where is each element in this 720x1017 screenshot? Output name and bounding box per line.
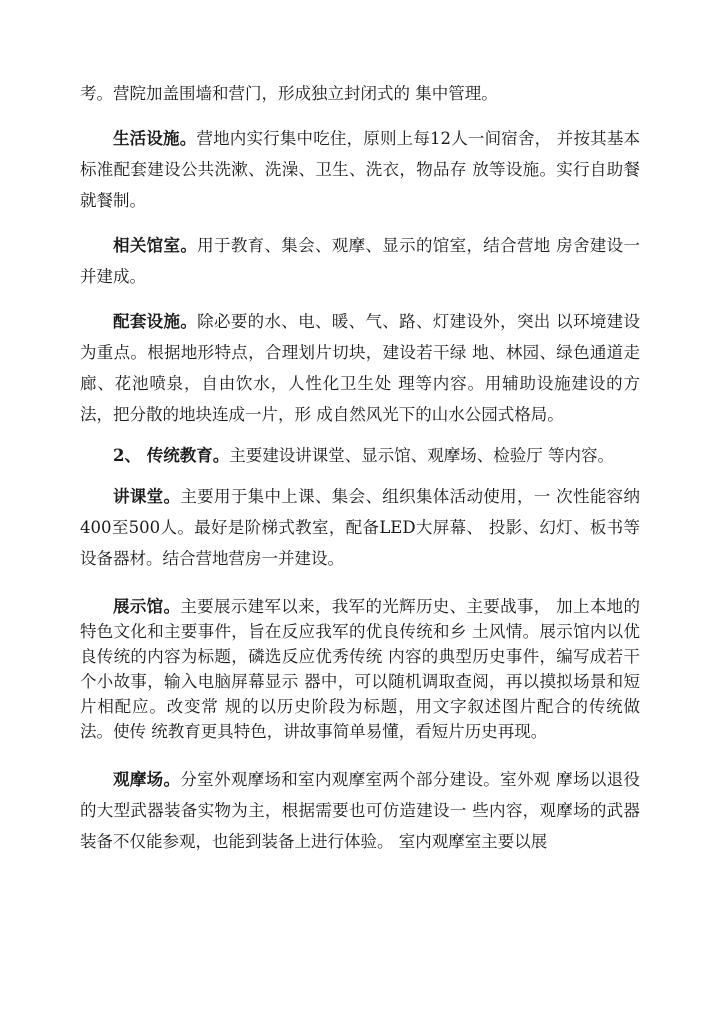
paragraph-heading: 2、 传统教育。 [113,446,230,465]
paragraph-text: 主要用于集中上课、集会、组织集体活动使用，一 次性能容纳400至500人。最好是阶梯式教室，配备LED大屏幕、 投影、幻灯、板书等设备器材。结合营地营房一并建设。 [80,487,641,568]
paragraph-continuation [80,78,640,109]
paragraph-text: 分室外观摩场和室内观摩室两个部分建设。室外观 摩场以退役的大型武器装备实物为主，根据需要也可仿造建设一 些内容，观摩场的武器装备不仅能参观，也能到装备上进行体验。 室内观摩室主要以展 [80,770,641,851]
paragraph-text: 主要展示建军以来，我军的光辉历史、主要战事， 加上本地的特色文化和主要事件，旨在反应我军的优良传统和乡 土风情。展示馆内以优良传统的内容为标题，磷选反应优秀传统 内容的典型历史事件，编写成若干个小故事，输入电脑屏幕显示 器中，可以随机调取查阅，再以摸拟场景和短片相配应。改变常 规的以历史阶段为标题，用文字叙述图片配合的传统做法。使传 统教育更具特色，讲故事简单易懂，看短片历史再现。 [80,597,641,741]
paragraph-text: 营地内实行集中吃住，原则上每12人一间宿舍， 并按其基本标准配套建设公共洗漱、洗澡、卫生、洗衣，物品存 放等设施。实行自助餐就餐制。 [80,129,641,210]
document-page [80,78,640,857]
paragraph-text: 主要建设讲课堂、显示馆、观摩场、检验厅 等内容。 [229,446,614,465]
paragraph-traditional-education [80,440,640,471]
paragraph-heading: 观摩场。 [113,770,181,789]
paragraph-heading: 相关馆室。 [113,236,198,255]
paragraph-exhibition-hall [80,594,640,744]
paragraph-heading: 生活设施。 [113,129,197,148]
paragraph-related-halls [80,230,640,292]
paragraph-heading: 配套设施。 [113,312,198,331]
paragraph-text: 除必要的水、电、暖、气、路、灯建设外，突出 以环境建设为重点。根据地形特点，合理划片切块，建设若干绿 地、林园、绿色通道走廊、花池喷泉，自由饮水，人性化卫生处 理等内容。用辅助设施建设的方法，把分散的地块连成一片，形 成自然风光下的山水公园式格局。 [80,312,640,424]
paragraph-text: 用于教育、集会、观摩、显示的馆室，结合营地 房舍建设一并建成。 [80,236,640,286]
paragraph-heading: 展示馆。 [113,597,181,616]
paragraph-text: 考。营院加盖围墙和营门，形成独立封闭式的 集中管理。 [80,84,498,103]
paragraph-living-facilities [80,123,640,216]
paragraph-observation-field [80,764,640,857]
paragraph-supporting-facilities [80,306,640,430]
paragraph-heading: 讲课堂。 [113,487,181,506]
paragraph-lecture-hall [80,481,640,574]
